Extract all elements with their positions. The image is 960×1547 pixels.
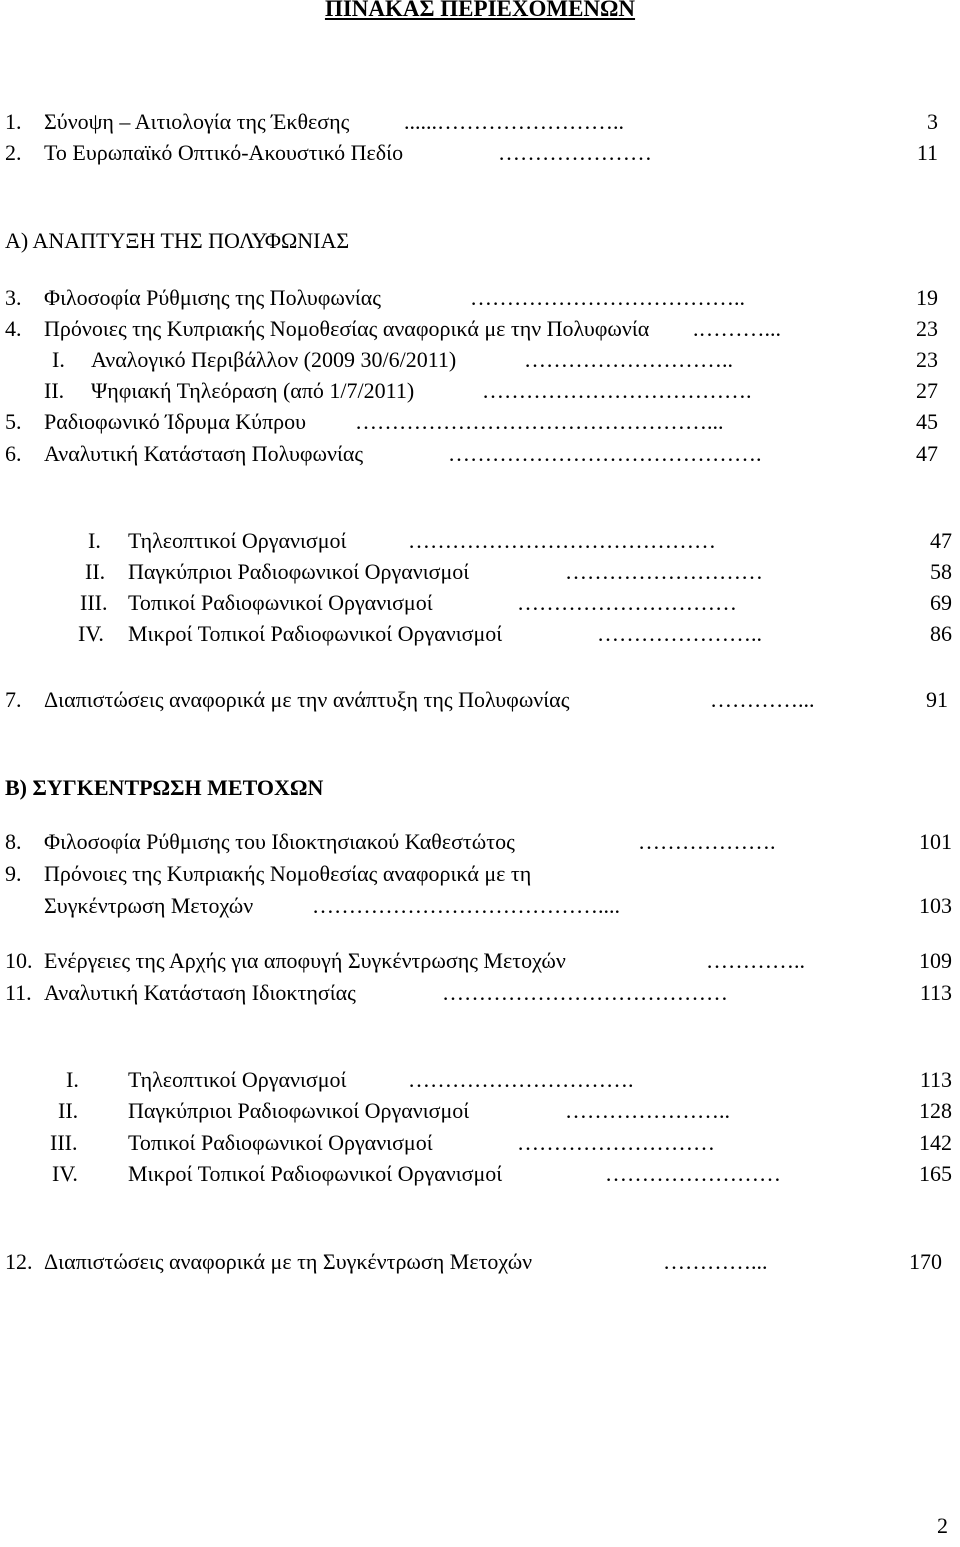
section-heading-a: Α) ΑΝΑΠΤΥΞΗ ΤΗΣ ΠΟΛΥΦΩΝΙΑΣ [5,228,350,253]
toc-entry[interactable] [0,1249,960,1279]
entry-leader: …………………………………………... [355,409,724,434]
entry-leader: ………………………………… [442,980,728,1005]
entry-leader: ………………………… [517,590,737,615]
toc-entry[interactable] [0,1098,960,1128]
entry-page: 113 [919,980,952,1005]
entry-text: Φιλοσοφία Ρύθμισης της Πολυφωνίας [44,285,382,310]
entry-text: Τηλεοπτικοί Οργανισμοί [128,528,347,553]
entry-page: 27 [916,378,938,403]
toc-entry[interactable] [0,893,960,923]
entry-text: Το Ευρωπαϊκό Οπτικό-Ακουστικό Πεδίο [44,140,404,165]
entry-leader: ………………………………. [482,378,752,403]
entry-number: Ι. [52,347,65,372]
entry-text: Φιλοσοφία Ρύθμισης του Ιδιοκτησιακού Καθεστώτος [44,829,515,854]
entry-number: III. [50,1130,78,1155]
entry-page: 170 [909,1249,942,1274]
entry-number: 9. [5,861,22,886]
toc-entry[interactable] [0,829,960,859]
toc-entry[interactable] [0,441,960,471]
entry-text: Συγκέντρωση Μετοχών [44,893,254,918]
entry-leader: ………………… [498,140,652,165]
entry-page: 19 [916,285,938,310]
toc-entry[interactable] [0,1130,960,1160]
entry-leader: ......…………………….. [404,109,624,134]
entry-number: IV. [78,621,104,646]
entry-text: Τοπικοί Ραδιοφωνικοί Οργανισμοί [128,590,433,615]
entry-number: 8. [5,829,22,854]
entry-number: I. [88,528,101,553]
toc-entry[interactable] [0,347,960,377]
entry-page: 109 [919,948,952,973]
entry-text: Τηλεοπτικοί Οργανισμοί [128,1067,347,1092]
toc-entry[interactable] [0,1067,960,1097]
toc-entry[interactable] [0,559,960,589]
entry-number: 3. [5,285,22,310]
entry-text: Αναλογικό Περιβάλλον (2009 30/6/2011) [91,347,457,372]
entry-page: 165 [919,1161,952,1186]
entry-text: Σύνοψη – Αιτιολογία της Έκθεσης [44,109,350,134]
entry-page: 103 [919,893,952,918]
entry-text: Ενέργειες της Αρχής για αποφυγή Συγκέντρωσης Μετοχών [44,948,566,973]
entry-leader: ………….. [706,948,805,973]
toc-entry[interactable] [0,109,960,139]
toc-entry[interactable] [0,528,960,558]
entry-number: 4. [5,316,22,341]
entry-page: 113 [919,1067,952,1092]
entry-number: 10. [5,948,33,973]
entry-page: 3 [927,109,938,134]
entry-text: Μικροί Τοπικοί Ραδιοφωνικοί Οργανισμοί [128,621,503,646]
entry-text: Διαπιστώσεις αναφορικά με την ανάπτυξη της Πολυφωνίας [44,687,570,712]
toc-entry[interactable] [0,621,960,651]
toc-entry[interactable] [0,1161,960,1191]
entry-text: Παγκύπριοι Ραδιοφωνικοί Οργανισμοί [128,1098,470,1123]
entry-leader: ………………………………….... [312,893,620,918]
entry-page: 101 [919,829,952,854]
entry-page: 23 [916,347,938,372]
entry-leader: …………………………. [408,1067,634,1092]
toc-entry[interactable] [0,861,960,891]
toc-entry[interactable] [0,316,960,346]
toc-title: ΠΙΝΑΚΑΣ ΠΕΡΙΕΧΟΜΕΝΩΝ [324,0,636,21]
toc-entry[interactable] [0,590,960,620]
page-number: 2 [937,1513,948,1538]
entry-leader: …………... [710,687,815,712]
entry-page: 47 [930,528,952,553]
entry-number: I. [66,1067,79,1092]
entry-number: IV. [52,1161,78,1186]
entry-page: 128 [919,1098,952,1123]
entry-leader: ………………….. [565,1098,730,1123]
entry-leader: ……………………………………. [448,441,762,466]
entry-page: 47 [916,441,938,466]
toc-entry[interactable] [0,140,960,170]
toc-entry[interactable] [0,378,960,408]
entry-number: 2. [5,140,22,165]
entry-page: 86 [930,621,952,646]
entry-page: 23 [916,316,938,341]
entry-text: Διαπιστώσεις αναφορικά με τη Συγκέντρωση Μετοχών [44,1249,533,1274]
entry-text: Αναλυτική Κατάσταση Πολυφωνίας [44,441,364,466]
entry-leader: ……………………….. [524,347,733,372]
entry-number: II. [58,1098,79,1123]
toc-entry[interactable] [0,948,960,978]
entry-number: 7. [5,687,22,712]
entry-leader: …………………………………… [408,528,716,553]
toc-entry[interactable] [0,285,960,315]
entry-leader: ……………………… [565,559,763,584]
entry-text: Αναλυτική Κατάσταση Ιδιοκτησίας [44,980,356,1005]
entry-leader: …………………… [605,1161,781,1186]
entry-text: Παγκύπριοι Ραδιοφωνικοί Οργανισμοί [128,559,470,584]
entry-number: 11. [5,980,32,1005]
entry-page: 45 [916,409,938,434]
entry-text: Ραδιοφωνικό Ίδρυμα Κύπρου [44,409,307,434]
entry-number: II. [85,559,106,584]
toc-entry[interactable] [0,980,960,1010]
entry-number: ΙΙ. [44,378,65,403]
entry-leader: ……………………… [517,1130,715,1155]
entry-text: Ψηφιακή Τηλεόραση (από 1/7/2011) [91,378,415,403]
entry-text: Πρόνοιες της Κυπριακής Νομοθεσίας αναφορικά με την Πολυφωνία [44,316,650,341]
entry-leader: ……………………………….. [470,285,745,310]
entry-page: 91 [926,687,948,712]
entry-leader: ………………. [638,829,776,854]
entry-page: 11 [916,140,938,165]
entry-number: 12. [5,1249,33,1274]
entry-page: 69 [930,590,952,615]
entry-leader: .………... [693,316,781,341]
entry-text: Μικροί Τοπικοί Ραδιοφωνικοί Οργανισμοί [128,1161,503,1186]
entry-text: Τοπικοί Ραδιοφωνικοί Οργανισμοί [128,1130,433,1155]
section-heading-b: Β) ΣΥΓΚΕΝΤΡΩΣΗ ΜΕΤΟΧΩΝ [5,775,324,800]
entry-leader: ………………….. [597,621,762,646]
entry-page: 58 [930,559,952,584]
entry-number: 1. [5,109,22,134]
entry-number: 6. [5,441,22,466]
toc-entry[interactable] [0,409,960,439]
entry-page: 142 [919,1130,952,1155]
entry-leader: …………... [663,1249,768,1274]
toc-entry[interactable] [0,687,960,717]
entry-number: III. [80,590,108,615]
entry-text: Πρόνοιες της Κυπριακής Νομοθεσίας αναφορικά με τη [44,861,532,886]
entry-number: 5. [5,409,22,434]
